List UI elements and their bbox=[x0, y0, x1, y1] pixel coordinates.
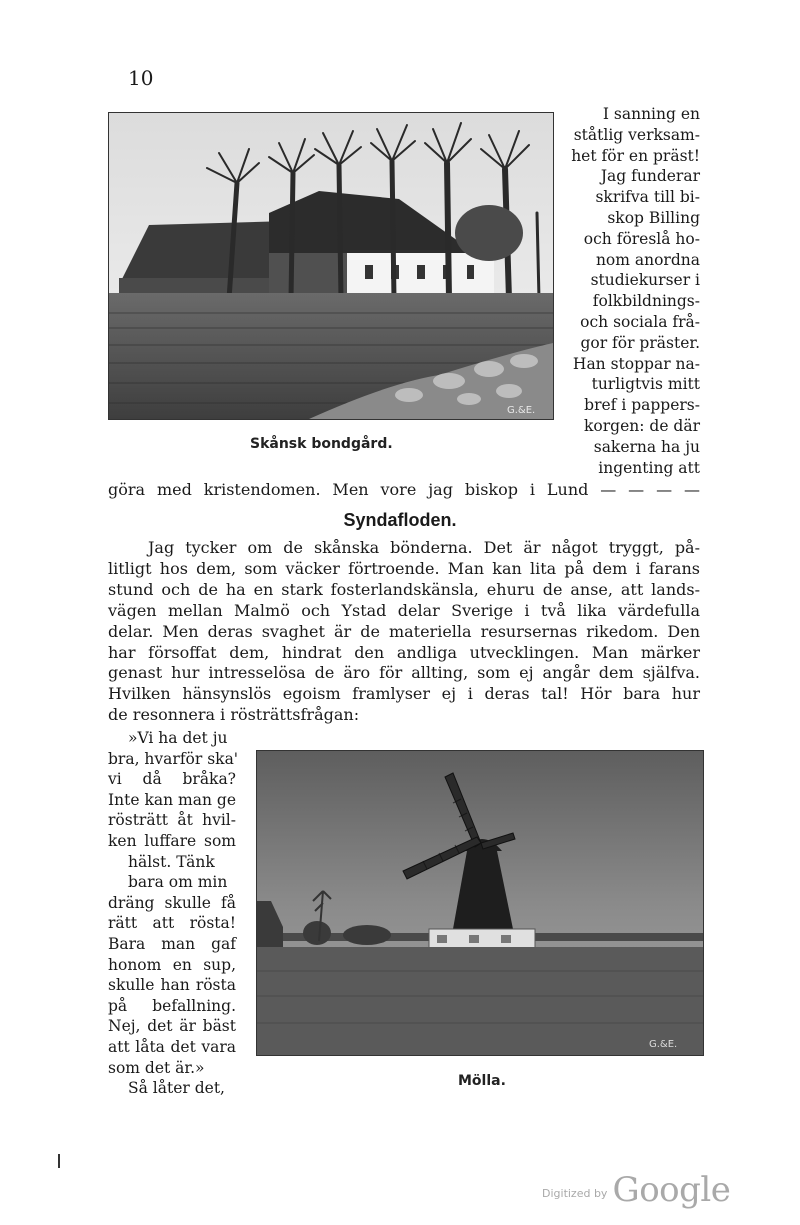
text-line: skulle han rösta bbox=[108, 976, 236, 995]
photo1-watermark: G.&E. bbox=[507, 405, 536, 416]
text-line: genast hur intresselösa de äro för allting, som ej angår dem själfva. bbox=[108, 663, 700, 683]
text-line: korgen: de där bbox=[584, 416, 700, 435]
text-line: stund och de ha en stark fosterlandskänsla, ehuru de anse, att lands- bbox=[108, 579, 700, 599]
text-line: skop Billing bbox=[607, 208, 700, 227]
text-line: ken luffare som bbox=[108, 831, 236, 850]
digitized-by-label: Digitized by bbox=[542, 1187, 608, 1200]
full-width-line: göra med kristendomen. Men vore jag biskop i Lund — — — — bbox=[108, 480, 700, 499]
text-line: ståtlig verksam- bbox=[573, 125, 700, 144]
text-line: het för en präst! bbox=[571, 146, 700, 165]
text-line: ingenting att bbox=[598, 458, 700, 477]
text-line: Nej, det är bäst bbox=[108, 1017, 236, 1036]
right-column-text bbox=[565, 104, 700, 478]
text-line: Jag funderar bbox=[600, 167, 700, 186]
text-line: och sociala frå- bbox=[580, 312, 700, 331]
text-line: folkbildnings- bbox=[592, 292, 700, 311]
text-line: de resonnera i rösträttsfrågan: bbox=[108, 705, 360, 725]
text-line: Bara man gaf bbox=[108, 934, 236, 953]
text-line: vi då bråka? bbox=[108, 770, 236, 789]
text-line: »Vi ha det ju bbox=[128, 729, 228, 747]
google-watermark bbox=[542, 1170, 730, 1210]
text-line: studiekurser i bbox=[590, 271, 700, 290]
figure1-caption: Skånsk bondgård. bbox=[250, 436, 393, 452]
text-line: Jag tycker om de skånska bönderna. Det är något tryggt, på- bbox=[148, 538, 700, 557]
text-line: delar. Men deras svaghet är de materiella resursernas rikedom. Den bbox=[108, 621, 700, 641]
text-line: litligt hos dem, som väcker förtroende. Man kan lita på dem i farans bbox=[108, 558, 700, 578]
farmhouse-photo bbox=[108, 112, 554, 420]
text-line: Så låter det, bbox=[128, 1079, 225, 1098]
text-line: turligtvis mitt bbox=[591, 375, 700, 394]
text-line: Inte kan man ge bbox=[108, 790, 236, 809]
text-line: I sanning en bbox=[602, 105, 700, 123]
photo2-watermark: G.&E. bbox=[649, 1039, 678, 1050]
scan-speck bbox=[58, 1154, 60, 1168]
text-line: hälst. Tänk bbox=[128, 852, 215, 871]
text-line: bara om min bbox=[128, 873, 228, 892]
figure2-caption: Mölla. bbox=[458, 1073, 506, 1089]
text-line: nom anordna bbox=[595, 250, 700, 269]
text-line: gor för präster. bbox=[580, 333, 700, 352]
text-line: som det är.» bbox=[108, 1058, 205, 1077]
text-line: vägen mellan Malmö och Ystad delar Sverige i två lika värdefulla bbox=[108, 600, 700, 620]
text-line: rösträtt åt hvil- bbox=[108, 811, 236, 830]
text-line: rätt att rösta! bbox=[108, 914, 236, 933]
text-line: honom en sup, bbox=[108, 955, 236, 974]
section-heading: Syndafloden. bbox=[343, 510, 457, 530]
left-column-text bbox=[108, 728, 239, 1099]
windmill-photo bbox=[256, 750, 704, 1056]
google-logo-text: Google bbox=[612, 1170, 731, 1210]
text-line: att låta det vara bbox=[108, 1037, 236, 1056]
text-line: Han stoppar na- bbox=[572, 354, 700, 373]
page-number: 10 bbox=[128, 66, 154, 90]
text-line: sakerna ha ju bbox=[593, 437, 700, 456]
text-line: bref i pappers- bbox=[584, 396, 700, 415]
text-line: Hvilken hänsynslös egoism framlyser ej i deras tal! Hör bara hur bbox=[108, 684, 700, 704]
text-line: bra, hvarför ska' bbox=[108, 749, 239, 768]
text-line: dräng skulle få bbox=[108, 893, 236, 912]
text-line: har försoffat dem, hindrat den andliga utvecklingen. Man märker bbox=[108, 642, 700, 662]
section-paragraph bbox=[108, 538, 700, 726]
text-line: på befallning. bbox=[108, 996, 236, 1015]
text-line: skrifva till bi- bbox=[595, 188, 700, 207]
text-line: och föreslå ho- bbox=[583, 229, 700, 248]
